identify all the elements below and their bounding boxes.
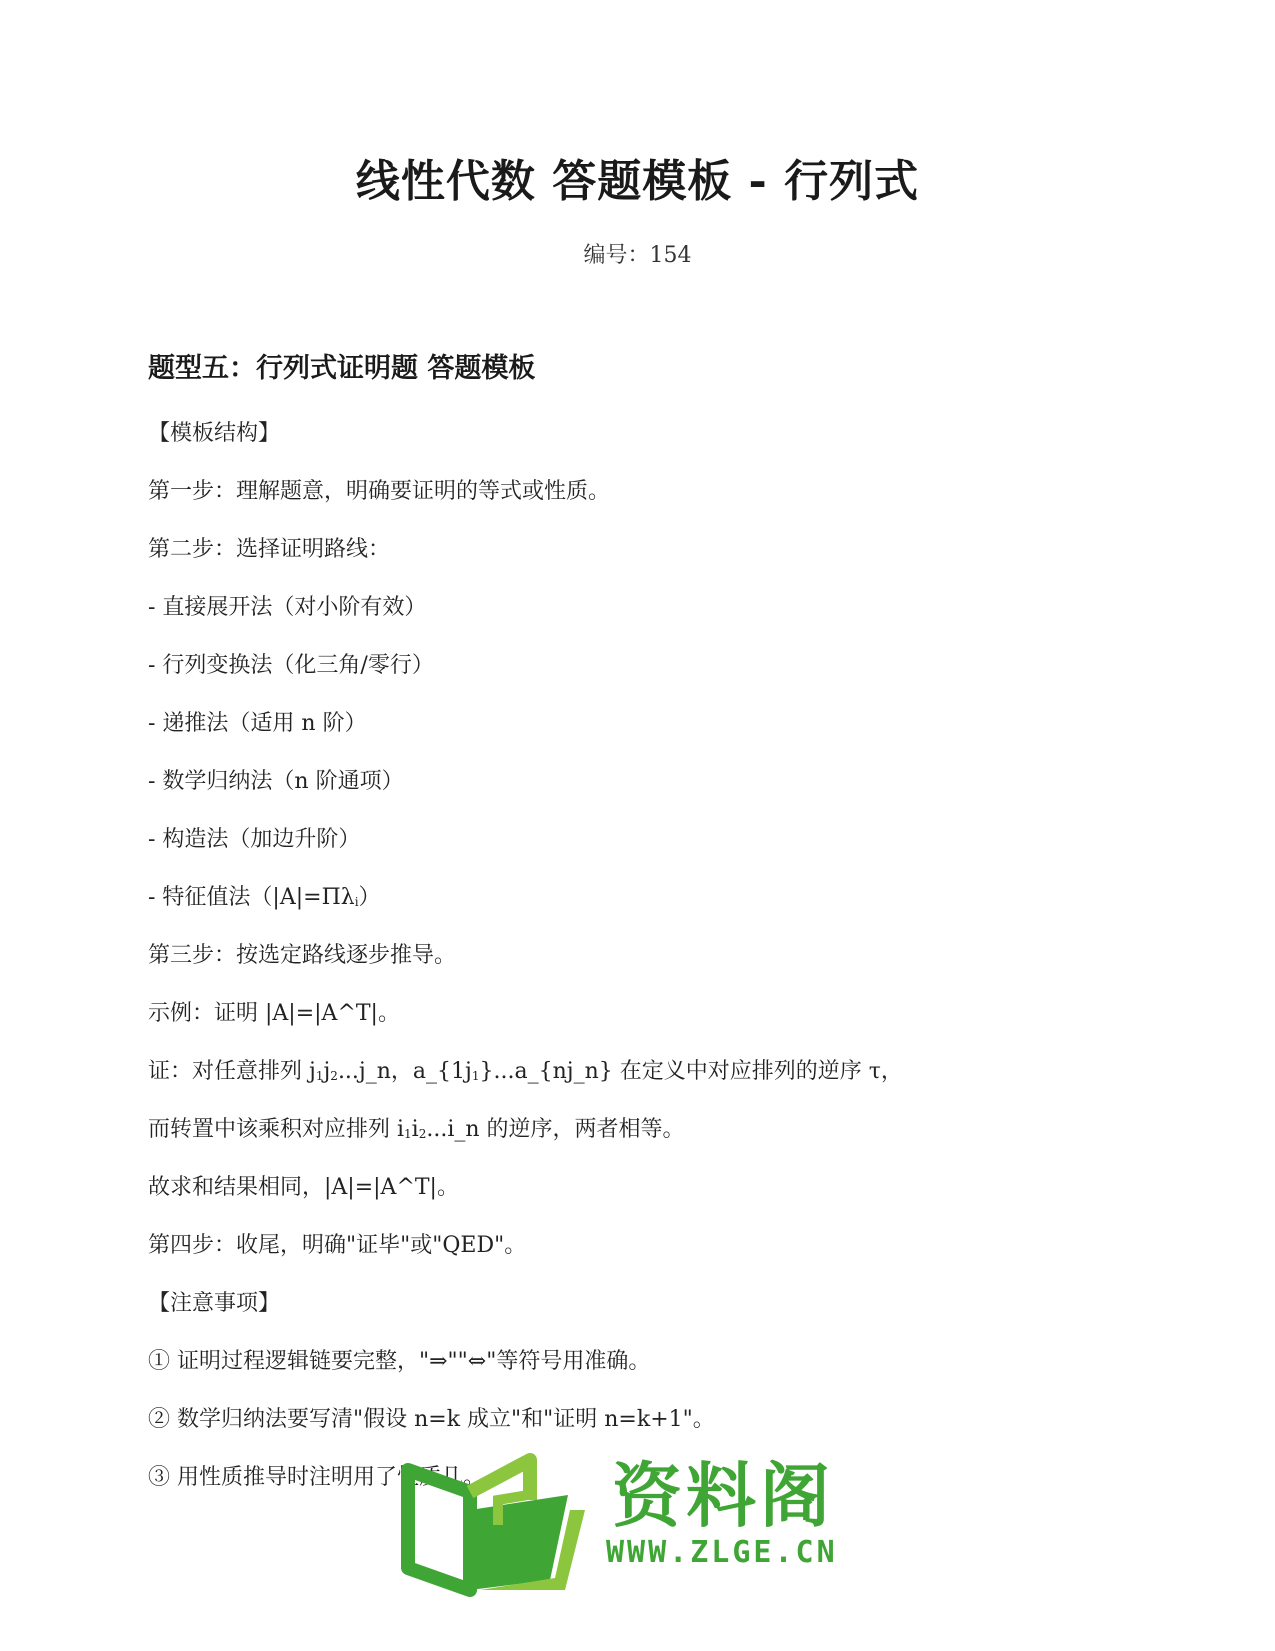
- subscript: 1: [471, 1069, 480, 1083]
- proof1-part: j: [323, 1059, 331, 1084]
- note-item: ③ 用性质推导时注明用了性质几。: [148, 1465, 485, 1490]
- step-1: 第一步：理解题意，明确要证明的等式或性质。: [148, 479, 611, 504]
- proof1-part: ...j_n，a_{1j: [337, 1059, 472, 1084]
- section-heading: 题型五：行列式证明题 答题模板: [148, 353, 536, 384]
- step-3: 第三步：按选定路线逐步推导。: [148, 943, 457, 968]
- step-2: 第二步：选择证明路线：: [148, 537, 391, 562]
- proof-line-1: [148, 1043, 1148, 1101]
- subscript: i: [354, 895, 359, 909]
- example: 示例：证明 |A|=|A^T|。: [148, 1001, 400, 1026]
- route6-suffix: ）: [358, 885, 381, 910]
- subscript: 1: [404, 1127, 412, 1141]
- subscript: 2: [330, 1069, 338, 1083]
- proof2-part: ...i_n 的逆序，两者相等。: [426, 1117, 685, 1142]
- note-item: ② 数学归纳法要写清"假设 n=k 成立"和"证明 n=k+1"。: [148, 1407, 715, 1432]
- route-item: - 数学归纳法（n 阶通项）: [148, 769, 404, 794]
- route-item: - 构造法（加边升阶）: [148, 827, 361, 852]
- watermark-brand: 资料阁: [612, 1455, 834, 1537]
- proof1-part: }...a_{nj_n} 在定义中对应排列的逆序 τ，: [479, 1059, 903, 1084]
- proof2-part: 而转置中该乘积对应排列 i: [148, 1117, 405, 1142]
- route-item: - 递推法（适用 n 阶）: [148, 711, 367, 736]
- subscript: 2: [418, 1127, 427, 1141]
- route6-prefix: - 特征值法（|A|=Πλ: [148, 885, 355, 910]
- step-4: 第四步：收尾，明确"证毕"或"QED"。: [148, 1233, 527, 1258]
- subscript: 1: [315, 1069, 324, 1083]
- document-title: 线性代数 答题模板 - 行列式: [355, 156, 920, 207]
- template-body: [148, 405, 1148, 1507]
- proof1-part: 证：对任意排列 j: [148, 1059, 316, 1084]
- proof-line-3: 故求和结果相同，|A|=|A^T|。: [148, 1175, 459, 1200]
- structure-header: 【模板结构】: [148, 421, 281, 446]
- watermark-logo: [400, 1440, 870, 1600]
- watermark-url: WWW.ZLGE.CN: [606, 1535, 838, 1570]
- route-item: - 行列变换法（化三角/零行）: [148, 653, 434, 678]
- route-item: - 直接展开法（对小阶有效）: [148, 595, 427, 620]
- proof-line-2: [148, 1101, 1148, 1159]
- proof2-part: i: [411, 1117, 419, 1142]
- notes-header: 【注意事项】: [148, 1291, 281, 1316]
- document-serial-number: 编号：154: [583, 243, 692, 268]
- note-item: ① 证明过程逻辑链要完整，"⇒""⇔"等符号用准确。: [148, 1349, 651, 1374]
- book-folder-icon: [400, 1440, 600, 1600]
- route-item-eigenvalue: [148, 869, 1148, 927]
